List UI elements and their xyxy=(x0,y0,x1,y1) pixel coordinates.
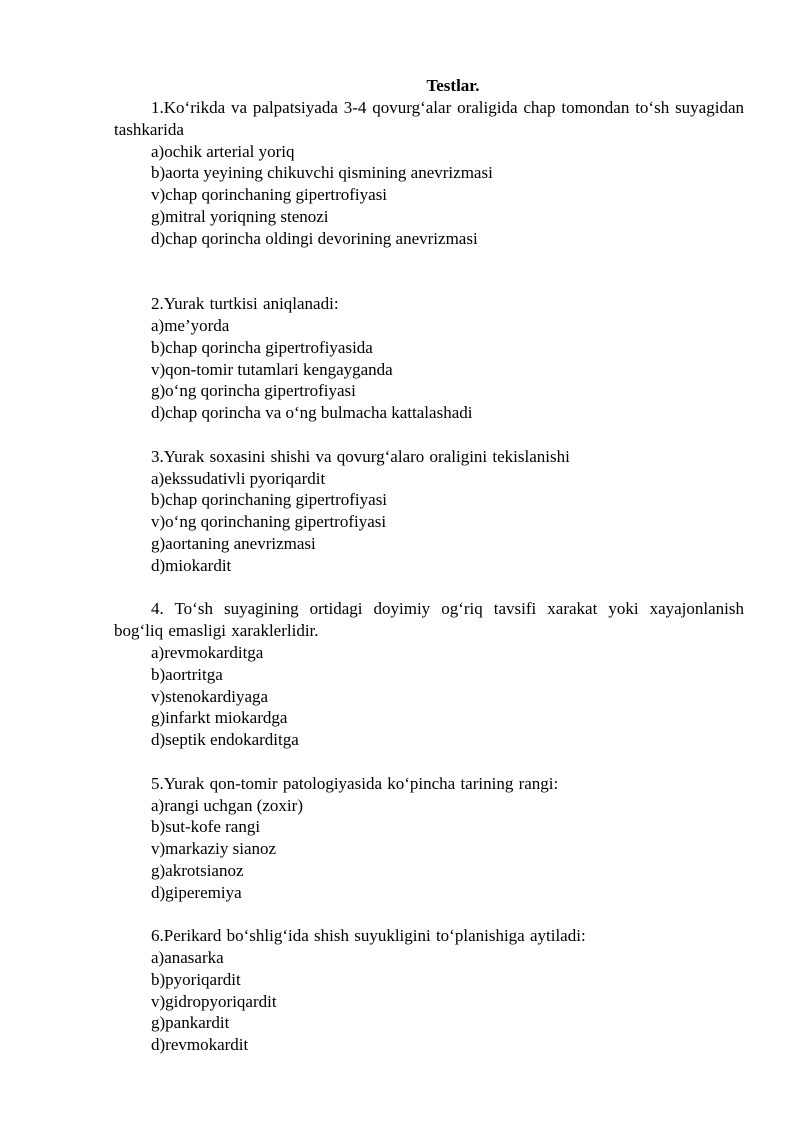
answer-option: d)chap qorincha oldingi devorining anevrizmasi xyxy=(151,228,478,248)
answer-option: v)stenokardiyaga xyxy=(151,686,269,706)
answer-option: d)revmokardit xyxy=(151,1035,249,1055)
answer-option: d)chap qorincha va o‘ng bulmacha kattalashadi xyxy=(151,403,473,423)
answer-option: g)o‘ng qorincha gipertrofiyasi xyxy=(151,381,356,401)
answer-option: d)septik endokarditga xyxy=(151,730,299,750)
question-5 xyxy=(114,773,744,904)
document-title: Testlar. xyxy=(426,76,480,95)
answer-option: g)aortaning anevrizmasi xyxy=(151,533,316,553)
answer-option: g)infarkt miokardga xyxy=(151,708,288,728)
answer-option: a)me’yorda xyxy=(151,315,230,335)
document-body xyxy=(114,97,744,1056)
blank-spacer xyxy=(114,903,744,925)
question-2 xyxy=(114,293,744,424)
answer-option: a)rangi uchgan (zoxir) xyxy=(151,795,303,815)
answer-option: a)ochik arterial yoriq xyxy=(151,141,295,161)
answer-option: a)anasarka xyxy=(151,948,224,968)
answer-option: b)aortritga xyxy=(151,664,223,684)
answer-option: b)chap qorincha gipertrofiyasida xyxy=(151,337,373,357)
question-3 xyxy=(114,446,744,577)
answer-option: v)gidropyoriqardit xyxy=(151,991,277,1011)
question-text: 4. To‘sh suyagining ortidagi doyimiy og‘riq tavsifi xarakat yoki xayajonlanish bog‘liq emasligi xaraklerlidir. xyxy=(114,599,744,641)
question-4 xyxy=(114,598,744,751)
question-text: 2.Yurak turtkisi aniqlanadi: xyxy=(151,294,339,314)
answer-option: b)aorta yeyining chikuvchi qismining anevrizmasi xyxy=(151,163,493,183)
question-6 xyxy=(114,925,744,1056)
question-text: 3.Yurak soxasini shishi va qovurg‘alaro oraligini tekislanishi xyxy=(151,446,570,466)
question-text: 5.Yurak qon-tomir patologiyasida ko‘pincha tarining rangi: xyxy=(151,773,559,793)
question-1 xyxy=(114,97,744,250)
answer-option: a)revmokarditga xyxy=(151,642,264,662)
blank-spacer xyxy=(114,751,744,773)
answer-option: d)giperemiya xyxy=(151,882,242,902)
answer-option: d)miokardit xyxy=(151,555,232,575)
blank-spacer xyxy=(114,424,744,446)
question-text: 6.Perikard bo‘shlig‘ida shish suyukligini to‘planishiga aytiladi: xyxy=(151,926,586,946)
answer-option: v)chap qorinchaning gipertrofiyasi xyxy=(151,185,388,205)
answer-option: v)markaziy sianoz xyxy=(151,839,277,859)
answer-option: g)pankardit xyxy=(151,1013,230,1033)
answer-option: g)mitral yoriqning stenozi xyxy=(151,206,329,226)
answer-option: b)chap qorinchaning gipertrofiyasi xyxy=(151,490,388,510)
blank-spacer xyxy=(114,577,744,599)
answer-option: g)akrotsianoz xyxy=(151,860,244,880)
question-text: 1.Ko‘rikda va palpatsiyada 3-4 qovurg‘alar oraligida chap tomondan to‘sh suyagidan tashkarida xyxy=(114,98,744,139)
answer-option: a)ekssudativli pyoriqardit xyxy=(151,468,326,488)
answer-option: v)o‘ng qorinchaning gipertrofiyasi xyxy=(151,512,387,532)
blank-spacer xyxy=(114,250,744,294)
answer-option: b)sut-kofe rangi xyxy=(151,817,261,837)
answer-option: v)qon-tomir tutamlari kengayganda xyxy=(151,359,393,379)
answer-option: b)pyoriqardit xyxy=(151,969,241,989)
